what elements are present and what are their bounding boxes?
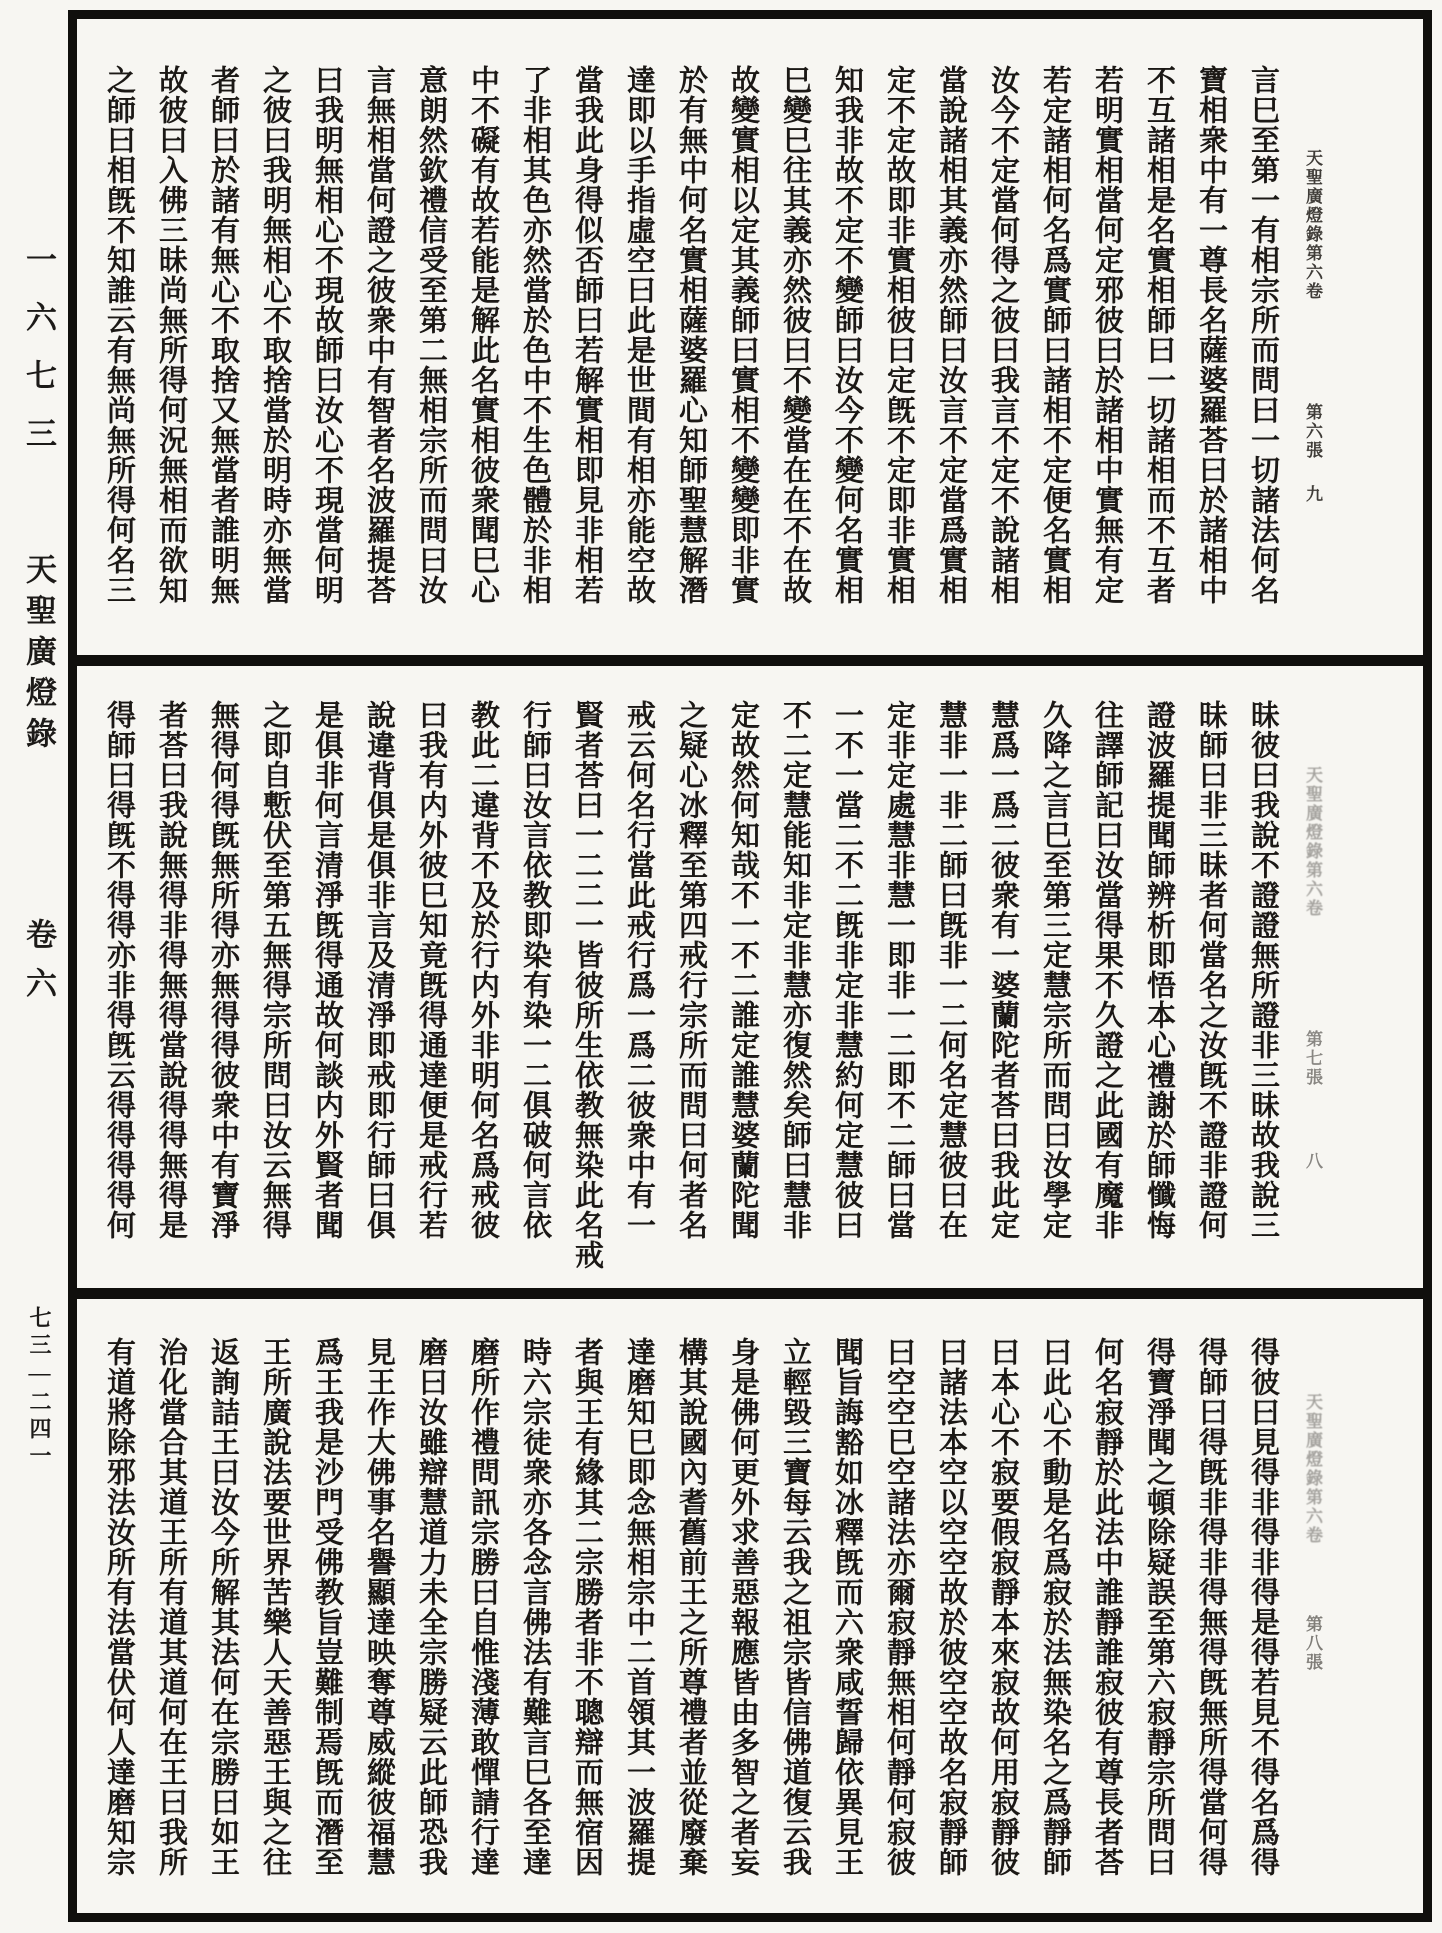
note-title: 天聖廣燈錄第六卷 bbox=[1303, 149, 1322, 301]
text-column: 聞旨誨豁如冰釋旣而六衆咸誓歸依異見王 bbox=[831, 1337, 863, 1877]
text-column: 曰我明無相心不現故師曰汝心不現當何明 bbox=[311, 65, 343, 605]
text-column: 故彼曰入佛三昧尚無所得何況無相而欲知 bbox=[155, 65, 187, 605]
note-title: 天聖廣燈錄第六卷 bbox=[1303, 1393, 1322, 1545]
text-column: 立輕毀三寶每云我之祖宗皆信佛道復云我 bbox=[779, 1337, 811, 1877]
text-column: 見王作大佛事名譽顯達映奪尊威縱彼福慧 bbox=[363, 1337, 395, 1877]
text-column: 若明實相當何定邪彼曰於諸相中實無有定 bbox=[1091, 65, 1123, 605]
text-column: 知我非故不定不變師曰汝今不變何名實相 bbox=[831, 65, 863, 605]
text-column: 戒云何名行當此戒行爲一爲二彼衆中有一 bbox=[623, 700, 655, 1240]
text-column: 慧非一非二師曰旣非一二何名定慧彼曰在 bbox=[935, 700, 967, 1240]
text-column: 得師曰得旣不得得亦非得旣云得得得得何 bbox=[103, 700, 135, 1240]
text-block-bottom bbox=[77, 1299, 1423, 1913]
text-column: 者師曰於諸有無心不取捨又無當者誰明無 bbox=[207, 65, 239, 605]
text-column: 何名寂靜於此法中誰靜誰寂彼有尊長者荅 bbox=[1091, 1337, 1123, 1877]
text-column: 時六宗徒衆亦各念言佛法有難言巳各至達 bbox=[519, 1337, 551, 1877]
text-column: 故變實相以定其義師曰實相不變變即非實 bbox=[727, 65, 759, 605]
text-column: 者與王有緣其二宗勝者非不聰辯而無宿因 bbox=[571, 1337, 603, 1877]
note-title: 天聖廣燈錄第六卷 bbox=[1303, 766, 1322, 918]
text-column: 言巳至第一有相宗所而問曰一切諸法何名 bbox=[1247, 65, 1279, 605]
text-column: 汝今不定當何得之彼曰我言不定不說諸相 bbox=[987, 65, 1019, 605]
text-column: 曰本心不寂要假寂靜本來寂故何用寂靜彼 bbox=[987, 1337, 1019, 1877]
text-block-top bbox=[77, 19, 1423, 655]
text-column: 磨所作禮問訊宗勝曰自惟淺薄敢憚請行達 bbox=[467, 1337, 499, 1877]
text-column: 定非定處慧非慧一即非一二即不二師曰當 bbox=[883, 700, 915, 1240]
text-column: 無得何得旣無所得亦無得得彼衆中有寶淨 bbox=[207, 700, 239, 1240]
text-column: 不二定慧能知非定非慧亦復然矣師曰慧非 bbox=[779, 700, 811, 1240]
page-frame bbox=[68, 10, 1432, 1922]
text-column: 之彼曰我明無相心不取捨當於明時亦無當 bbox=[259, 65, 291, 605]
text-column: 之即自慙伏至第五無得宗所問曰汝云無得 bbox=[259, 700, 291, 1240]
text-column: 曰空空巳空諸法亦爾寂靜無相何靜何寂彼 bbox=[883, 1337, 915, 1877]
text-column: 於有無中何名實相薩婆羅心知師聖慧解潛 bbox=[675, 65, 707, 605]
text-column: 定故然何知哉不一不二誰定誰慧婆蘭陀聞 bbox=[727, 700, 759, 1240]
note-page: 九 bbox=[1303, 485, 1322, 504]
folio-note-column bbox=[1289, 1337, 1335, 1899]
text-column: 返詢詰王曰汝今所解其法何在宗勝曰如王 bbox=[207, 1337, 239, 1877]
text-column: 慧爲一爲二彼衆有一婆蘭陀者荅曰我此定 bbox=[987, 700, 1019, 1240]
margin-volume-label: 卷六 bbox=[21, 918, 56, 1016]
text-column: 王所廣說法要世界苦樂人天善惡王與之往 bbox=[259, 1337, 291, 1877]
text-column: 巳變巳往其義亦然彼曰不變當在在不在故 bbox=[779, 65, 811, 605]
text-column: 教此二違背不及於行内外非明何名爲戒彼 bbox=[467, 700, 499, 1240]
text-column: 曰我有内外彼巳知竟旣得通達便是戒行若 bbox=[415, 700, 447, 1240]
text-column: 若定諸相何名爲實師曰諸相不定便名實相 bbox=[1039, 65, 1071, 605]
text-column: 中不礙有故若能是解此名實相彼衆聞巳心 bbox=[467, 65, 499, 605]
text-column: 了非相其色亦然當於色中不生色體於非相 bbox=[519, 65, 551, 605]
text-column: 言無相當何證之彼衆中有智者名波羅提荅 bbox=[363, 65, 395, 605]
text-column: 曰諸法本空以空空故於彼空空故名寂靜師 bbox=[935, 1337, 967, 1877]
text-column: 當說諸相其義亦然師曰汝言不定當爲實相 bbox=[935, 65, 967, 605]
text-column: 得師曰得旣非得非得無得旣無所得當何得 bbox=[1195, 1337, 1227, 1877]
text-column: 不互諸相是名實相師曰一切諸相而不互者 bbox=[1143, 65, 1175, 605]
text-column: 得寶淨聞之頓除疑誤至第六寂靜宗所問曰 bbox=[1143, 1337, 1175, 1877]
text-column: 之師曰相旣不知誰云有無尚無所得何名三 bbox=[103, 65, 135, 605]
text-column: 身是佛何更外求善惡報應皆由多智之者妄 bbox=[727, 1337, 759, 1877]
text-column: 昧師曰非三昧者何當名之汝旣不證非證何 bbox=[1195, 700, 1227, 1240]
folio-note-column bbox=[1289, 65, 1335, 639]
text-column: 得彼曰見得非得非得是得若見不得名爲得 bbox=[1247, 1337, 1279, 1877]
margin-work-title: 天聖廣燈錄 bbox=[21, 553, 56, 758]
margin-series-number: 一六七三 bbox=[21, 243, 56, 475]
text-column: 賢者荅曰一二二一皆彼所生依教無染此名戒 bbox=[571, 700, 603, 1270]
text-column: 有道將除邪法汝所有法當伏何人達磨知宗 bbox=[103, 1337, 135, 1877]
text-column: 治化當合其道王所有道其道何在王曰我所 bbox=[155, 1337, 187, 1877]
text-column: 構其說國內耆舊前王之所尊禮者並從廢棄 bbox=[675, 1337, 707, 1877]
note-folio: 第七張 bbox=[1303, 1030, 1322, 1087]
text-column: 久降之言巳至第三定慧宗所而問曰汝學定 bbox=[1039, 700, 1071, 1240]
text-column: 是俱非何言清淨旣得通故何談内外賢者聞 bbox=[311, 700, 343, 1240]
text-column: 說違背俱是俱非言及清淨即戒即行師曰俱 bbox=[363, 700, 395, 1240]
text-column: 證波羅提聞師辨析即悟本心禮謝於師懺悔 bbox=[1143, 700, 1175, 1240]
text-column: 昧彼曰我說不證證無所證非三昧故我說三 bbox=[1247, 700, 1279, 1240]
text-column: 曰此心不動是名爲寂於法無染名之爲靜師 bbox=[1039, 1337, 1071, 1877]
text-column: 寶相衆中有一尊長名薩婆羅荅曰於諸相中 bbox=[1195, 65, 1227, 605]
text-column: 定不定故即非實相彼曰定旣不定即非實相 bbox=[883, 65, 915, 605]
text-column: 磨曰汝雖辯慧道力未全宗勝疑云此師恐我 bbox=[415, 1337, 447, 1877]
text-column: 行師曰汝言依教即染有染一二俱破何言依 bbox=[519, 700, 551, 1240]
text-column: 意朗然欽禮信受至第二無相宗所而問曰汝 bbox=[415, 65, 447, 605]
text-column: 爲王我是沙門受佛教旨豈難制焉旣而潛至 bbox=[311, 1337, 343, 1877]
text-column: 一不一當二不二旣非定非慧約何定慧彼曰 bbox=[831, 700, 863, 1240]
note-page: 八 bbox=[1303, 1152, 1322, 1171]
text-column: 往譯師記曰汝當得果不久證之此國有魔非 bbox=[1091, 700, 1123, 1240]
folio-note-column bbox=[1289, 700, 1335, 1272]
block-divider-rule bbox=[77, 1288, 1423, 1299]
text-column: 達磨知巳即念無相宗中二首領其一波羅提 bbox=[623, 1337, 655, 1877]
text-column: 之疑心冰釋至第四戒行宗所而問曰何者名 bbox=[675, 700, 707, 1240]
text-column: 達即以手指虛空曰此是世間有相亦能空故 bbox=[623, 65, 655, 605]
block-divider-rule bbox=[77, 655, 1423, 666]
margin-page-reference: 七三—二四一 bbox=[27, 1306, 52, 1471]
note-folio: 第八張 bbox=[1303, 1615, 1322, 1672]
note-folio: 第六張 bbox=[1303, 403, 1322, 460]
text-column: 者荅曰我說無得非得無得當說得得無得是 bbox=[155, 700, 187, 1240]
text-column: 當我此身得似否師曰若解實相即見非相若 bbox=[571, 65, 603, 605]
text-block-middle bbox=[77, 666, 1423, 1288]
